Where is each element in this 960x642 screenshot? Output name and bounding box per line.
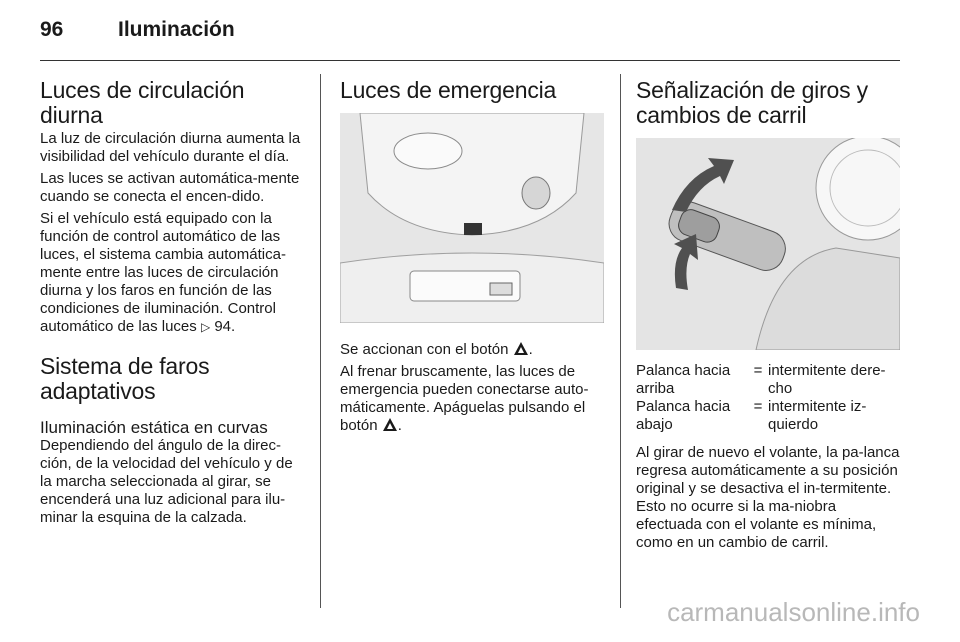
hazard-triangle-icon <box>514 342 528 355</box>
hazard-triangle-icon <box>383 418 397 431</box>
page-number: 96 <box>40 18 64 41</box>
heading-daytime-running-lights: Luces de circulación diurna <box>40 77 245 128</box>
hazard-paragraph-2-text: Al frenar bruscamente, las luces de emergencia pueden conectarse auto-máticamente. Apáguelas pulsando el botón <box>340 363 589 434</box>
column-2 <box>340 74 604 439</box>
drl-paragraph-3 <box>40 210 306 336</box>
page-header <box>40 18 900 48</box>
heading-adaptive-lighting: Sistema de faros adaptativos <box>40 353 210 404</box>
hazard-paragraph-2: Al frenar bruscamente, las luces de emergencia pueden conectarse auto-máticamente. Apáguelas pulsando el botón . <box>340 363 589 434</box>
heading-turn-signals: Señalización de giros y cambios de carril <box>636 77 868 128</box>
turn-signal-lever-illustration <box>636 138 900 350</box>
hazard-paragraph-1-text: Se accionan con el botón <box>340 341 509 358</box>
static-cornering-paragraph: Dependiendo del ángulo de la direc-ción, de la velocidad del vehículo y de la marcha seleccionada al girar, se encenderá una luz adicional para ilu-minar la esquina de la calzada. <box>40 437 293 526</box>
heading-static-cornering: Iluminación estática en curvas <box>40 418 268 437</box>
column-3 <box>636 74 902 556</box>
header-rule <box>40 60 900 61</box>
drl-paragraph-1: La luz de circulación diurna aumenta la visibilidad del vehículo durante el día. <box>40 130 301 165</box>
def-term-up: Palanca hacia arriba <box>636 362 731 397</box>
def-desc-up: intermitente dere-cho <box>768 362 886 397</box>
def-eq-up: = <box>753 362 763 379</box>
def-desc-down: intermitente iz-quierdo <box>768 398 867 433</box>
heading-hazard-lights: Luces de emergencia <box>340 77 557 103</box>
drl-paragraph-2: Las luces se activan automática-mente cuando se conecta el encen-dido. <box>40 170 300 205</box>
column-divider-1 <box>320 74 321 608</box>
turn-signal-paragraph: Al girar de nuevo el volante, la pa-lanca regresa automáticamente a su posición original y se desactiva el in-termitente. Esto no ocurre si la ma-niobra efectuada con el volante es mínima, como en un cambio de carril. <box>636 444 900 551</box>
column-1 <box>40 74 306 531</box>
watermark: carmanualsonline.info <box>667 597 920 627</box>
column-divider-2 <box>620 74 621 608</box>
drl-paragraph-3-text: Si el vehículo está equipado con la función de control automático de las luces, el sistema cambia automática-mente entre las luces de circulación diurna y los faros en función de las condiciones de iluminación. Control automático de las luces <box>40 210 286 335</box>
hazard-paragraph-1: Se accionan con el botón . <box>340 341 533 358</box>
def-term-down: Palanca hacia abajo <box>636 398 731 433</box>
def-eq-down: = <box>753 398 763 415</box>
drl-page-ref[interactable]: 94. <box>214 318 236 335</box>
hazard-switch-illustration <box>340 113 604 323</box>
lever-definition-list <box>636 362 902 434</box>
page-reference-arrow-icon: ▷ <box>200 320 211 334</box>
page-title: Iluminación <box>118 18 235 41</box>
